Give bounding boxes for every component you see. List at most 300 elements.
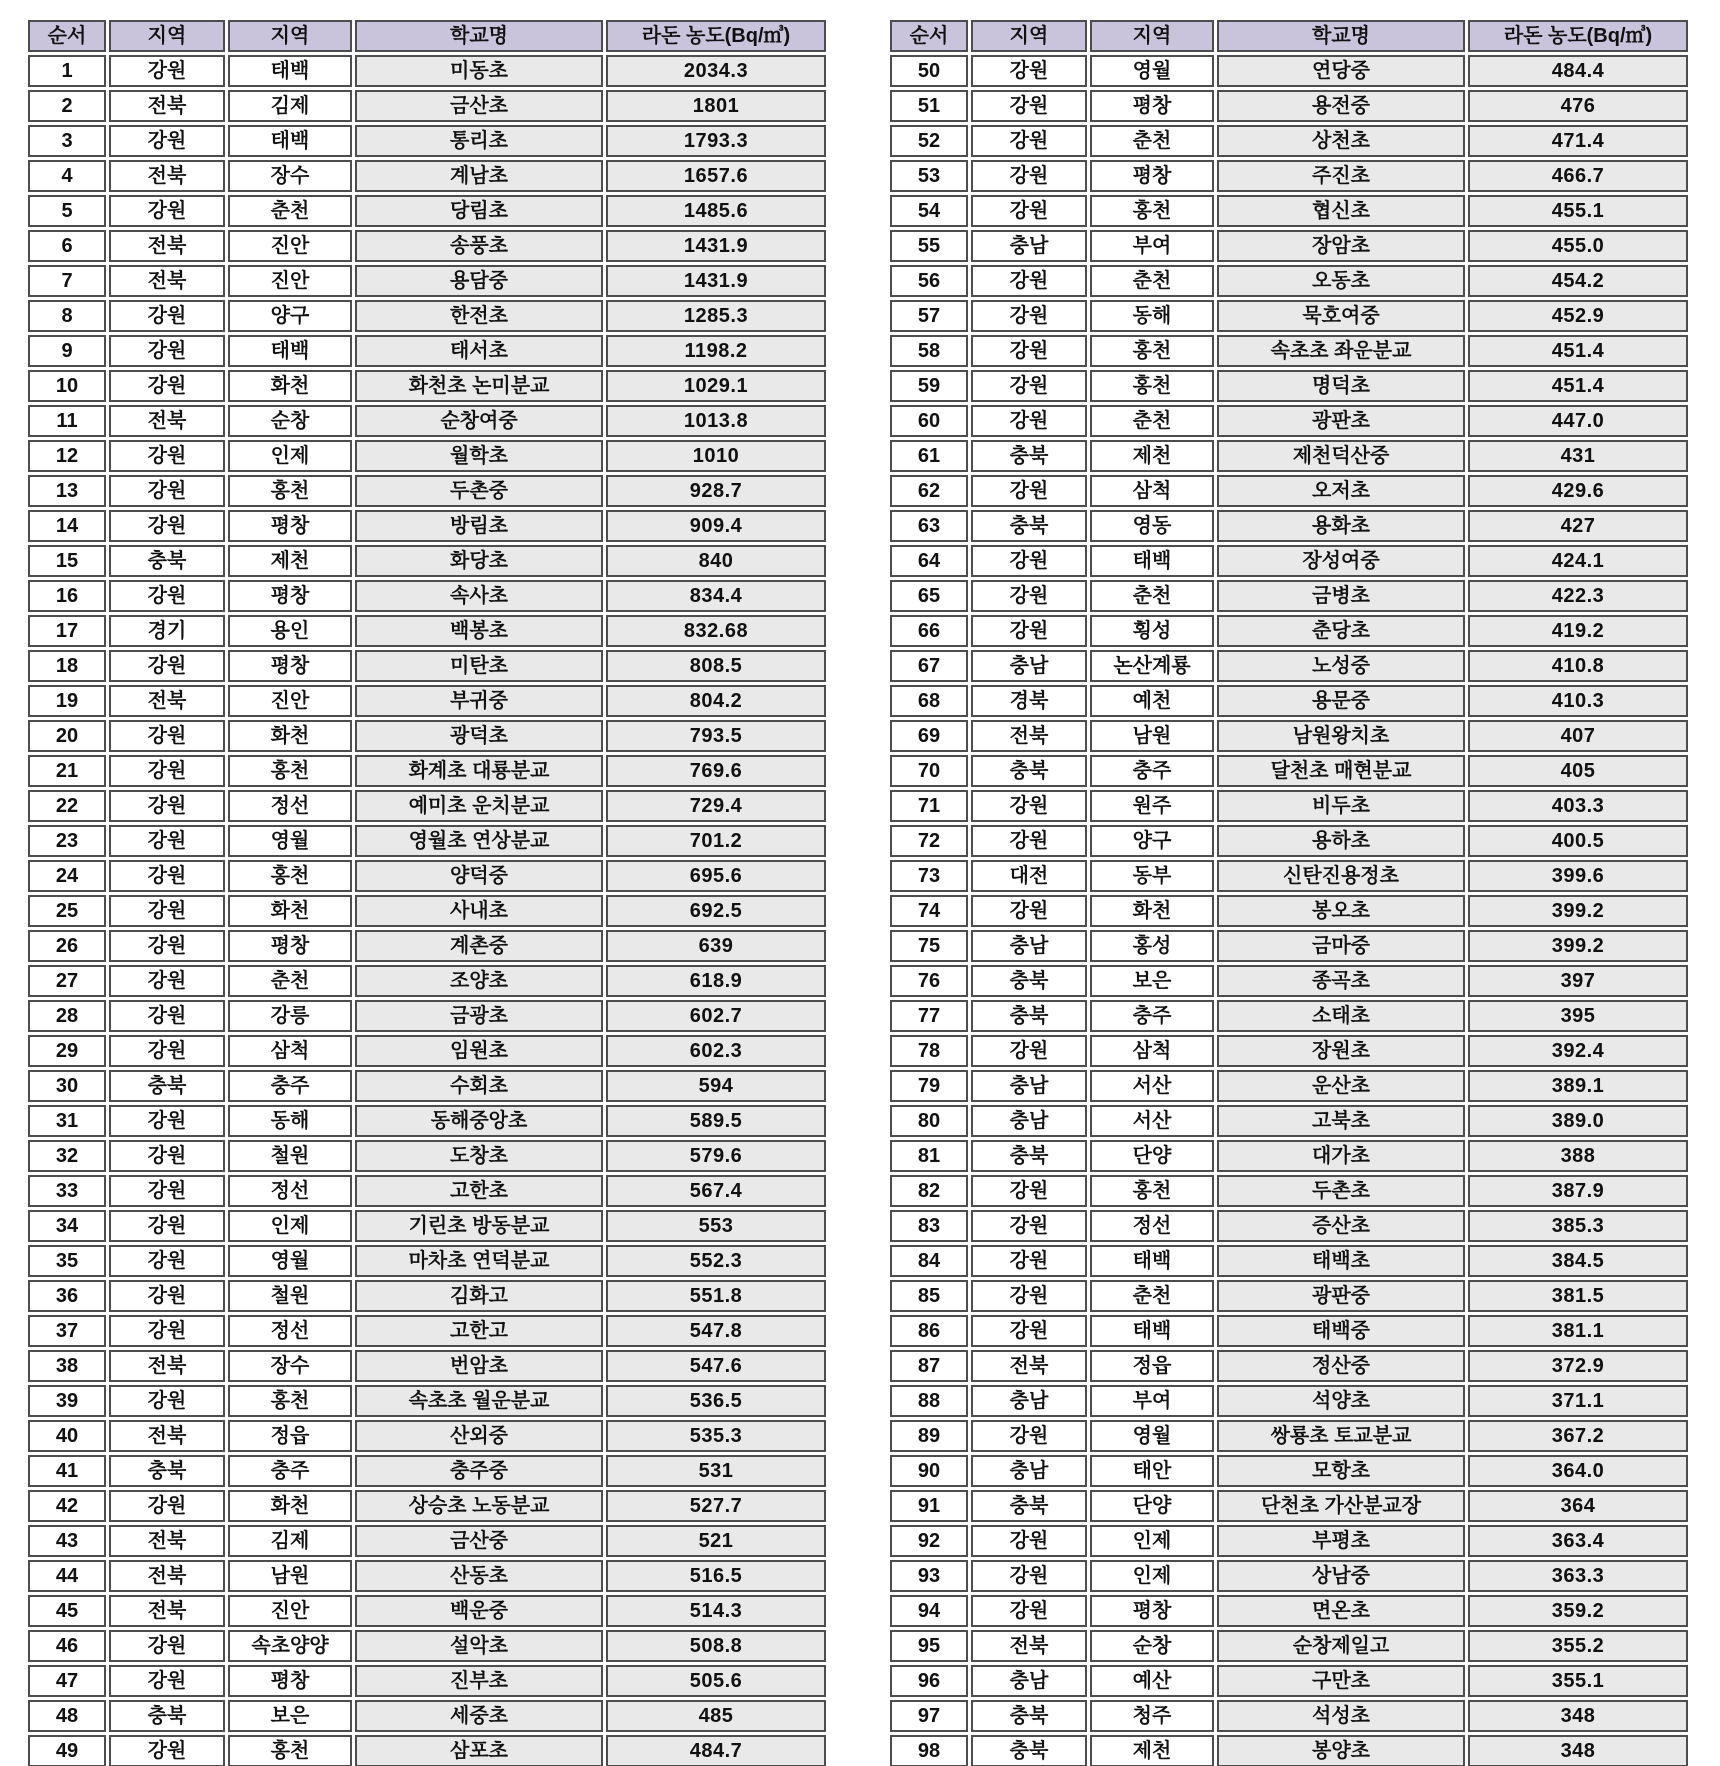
province-cell: 전북 [109,1350,225,1382]
province-cell: 강원 [109,1175,225,1207]
school-cell: 계남초 [355,160,603,192]
district-cell: 보은 [1090,965,1214,997]
table-row [28,1595,826,1627]
province-cell: 강원 [109,440,225,472]
school-cell: 상승초 노동분교 [355,1490,603,1522]
rank-cell: 82 [890,1175,968,1207]
value-cell: 1010 [606,440,826,472]
district-cell: 평창 [228,930,352,962]
value-cell: 2034.3 [606,55,826,87]
value-cell: 424.1 [1468,545,1688,577]
school-cell: 고북초 [1217,1105,1465,1137]
value-cell: 536.5 [606,1385,826,1417]
province-cell: 강원 [109,1245,225,1277]
school-cell: 상천초 [1217,125,1465,157]
province-cell: 강원 [971,1595,1087,1627]
value-cell: 403.3 [1468,790,1688,822]
value-cell: 514.3 [606,1595,826,1627]
school-cell: 광덕초 [355,720,603,752]
rank-cell: 20 [28,720,106,752]
province-cell: 전북 [109,1595,225,1627]
province-cell: 강원 [971,90,1087,122]
rank-cell: 7 [28,265,106,297]
value-cell: 429.6 [1468,475,1688,507]
table-row [890,510,1688,542]
value-cell: 427 [1468,510,1688,542]
value-cell: 455.0 [1468,230,1688,262]
province-cell: 강원 [971,615,1087,647]
district-cell: 순창 [228,405,352,437]
province-cell: 강원 [109,720,225,752]
rank-cell: 14 [28,510,106,542]
school-cell: 신탄진용정초 [1217,860,1465,892]
rank-cell: 40 [28,1420,106,1452]
table-row [890,265,1688,297]
school-cell: 묵호여중 [1217,300,1465,332]
school-cell: 미탄초 [355,650,603,682]
rank-cell: 76 [890,965,968,997]
rank-cell: 64 [890,545,968,577]
value-cell: 695.6 [606,860,826,892]
value-cell: 1198.2 [606,335,826,367]
district-cell: 순창 [1090,1630,1214,1662]
school-cell: 순창제일고 [1217,1630,1465,1662]
province-cell: 전북 [109,230,225,262]
rank-cell: 32 [28,1140,106,1172]
value-cell: 385.3 [1468,1210,1688,1242]
rank-cell: 38 [28,1350,106,1382]
district-cell: 정선 [228,790,352,822]
province-cell: 경북 [971,685,1087,717]
table-row [28,1105,826,1137]
school-cell: 용문중 [1217,685,1465,717]
value-cell: 505.6 [606,1665,826,1697]
value-cell: 1029.1 [606,370,826,402]
rank-cell: 98 [890,1735,968,1766]
rank-cell: 58 [890,335,968,367]
district-cell: 논산계룡 [1090,650,1214,682]
rank-cell: 42 [28,1490,106,1522]
school-cell: 달천초 매현분교 [1217,755,1465,787]
school-cell: 금산초 [355,90,603,122]
district-cell: 정선 [1090,1210,1214,1242]
value-cell: 692.5 [606,895,826,927]
table-row [28,790,826,822]
table-row [28,1315,826,1347]
value-cell: 381.1 [1468,1315,1688,1347]
rank-cell: 54 [890,195,968,227]
school-cell: 석양초 [1217,1385,1465,1417]
district-cell: 정선 [228,1315,352,1347]
district-cell: 용인 [228,615,352,647]
value-cell: 359.2 [1468,1595,1688,1627]
district-cell: 동부 [1090,860,1214,892]
province-cell: 충북 [109,1455,225,1487]
value-cell: 397 [1468,965,1688,997]
value-cell: 355.1 [1468,1665,1688,1697]
province-cell: 충북 [971,510,1087,542]
value-cell: 384.5 [1468,1245,1688,1277]
district-cell: 충주 [228,1070,352,1102]
school-cell: 봉양초 [1217,1735,1465,1766]
district-cell: 평창 [228,650,352,682]
district-cell: 화천 [228,370,352,402]
value-cell: 909.4 [606,510,826,542]
table-row [28,720,826,752]
school-cell: 태백중 [1217,1315,1465,1347]
table-row [28,265,826,297]
table-row [28,1490,826,1522]
value-cell: 840 [606,545,826,577]
value-cell: 410.3 [1468,685,1688,717]
table-row [890,1315,1688,1347]
school-cell: 석성초 [1217,1700,1465,1732]
school-cell: 연당중 [1217,55,1465,87]
district-cell: 삼척 [1090,475,1214,507]
table-row [28,1420,826,1452]
district-cell: 남원 [1090,720,1214,752]
rank-cell: 45 [28,1595,106,1627]
value-cell: 1285.3 [606,300,826,332]
rank-cell: 72 [890,825,968,857]
district-cell: 화천 [228,720,352,752]
school-cell: 봉오초 [1217,895,1465,927]
school-cell: 월학초 [355,440,603,472]
table-row [28,475,826,507]
value-cell: 364 [1468,1490,1688,1522]
school-cell: 영월초 연상분교 [355,825,603,857]
district-cell: 홍천 [1090,335,1214,367]
province-cell: 강원 [971,125,1087,157]
district-cell: 양구 [1090,825,1214,857]
school-cell: 임원초 [355,1035,603,1067]
district-cell: 진안 [228,685,352,717]
table-row [28,370,826,402]
value-cell: 531 [606,1455,826,1487]
table-row [28,755,826,787]
rank-cell: 69 [890,720,968,752]
header-school-name: 학교명 [355,20,603,52]
school-cell: 노성중 [1217,650,1465,682]
province-cell: 충북 [109,1700,225,1732]
rank-cell: 22 [28,790,106,822]
table-row [890,1000,1688,1032]
rank-cell: 53 [890,160,968,192]
province-cell: 강원 [971,1035,1087,1067]
value-cell: 551.8 [606,1280,826,1312]
rank-cell: 89 [890,1420,968,1452]
table-row [890,1700,1688,1732]
table-row [890,1105,1688,1137]
school-cell: 용하초 [1217,825,1465,857]
district-cell: 진안 [228,230,352,262]
school-cell: 협신초 [1217,195,1465,227]
table-row [28,1140,826,1172]
school-cell: 제천덕산중 [1217,440,1465,472]
school-cell: 대가초 [1217,1140,1465,1172]
value-cell: 589.5 [606,1105,826,1137]
rank-cell: 44 [28,1560,106,1592]
table-row [890,1245,1688,1277]
value-cell: 516.5 [606,1560,826,1592]
school-cell: 수회초 [355,1070,603,1102]
district-cell: 서산 [1090,1070,1214,1102]
value-cell: 639 [606,930,826,962]
table-row [890,720,1688,752]
province-cell: 강원 [109,475,225,507]
value-cell: 804.2 [606,685,826,717]
rank-cell: 51 [890,90,968,122]
province-cell: 강원 [109,1385,225,1417]
value-cell: 808.5 [606,650,826,682]
rank-cell: 39 [28,1385,106,1417]
school-cell: 김화고 [355,1280,603,1312]
school-cell: 소태초 [1217,1000,1465,1032]
school-cell: 모항초 [1217,1455,1465,1487]
rank-cell: 47 [28,1665,106,1697]
province-cell: 충남 [971,1105,1087,1137]
school-cell: 계촌중 [355,930,603,962]
district-cell: 인제 [1090,1560,1214,1592]
rank-cell: 26 [28,930,106,962]
district-cell: 남원 [228,1560,352,1592]
school-cell: 충주중 [355,1455,603,1487]
table-row [890,475,1688,507]
province-cell: 강원 [109,370,225,402]
value-cell: 729.4 [606,790,826,822]
province-cell: 강원 [971,1280,1087,1312]
district-cell: 정선 [228,1175,352,1207]
table-row [890,615,1688,647]
school-cell: 정산중 [1217,1350,1465,1382]
table-row [28,580,826,612]
rank-cell: 11 [28,405,106,437]
table-row [890,545,1688,577]
rank-cell: 8 [28,300,106,332]
school-cell: 태백초 [1217,1245,1465,1277]
table-row [890,125,1688,157]
district-cell: 제천 [1090,440,1214,472]
table-row [28,335,826,367]
value-cell: 484.4 [1468,55,1688,87]
school-cell: 남원왕치초 [1217,720,1465,752]
value-cell: 407 [1468,720,1688,752]
header-rank: 순서 [28,20,106,52]
district-cell: 예천 [1090,685,1214,717]
province-cell: 충남 [971,930,1087,962]
value-cell: 485 [606,1700,826,1732]
district-cell: 장수 [228,160,352,192]
province-cell: 강원 [971,790,1087,822]
district-cell: 정읍 [228,1420,352,1452]
province-cell: 전북 [109,1420,225,1452]
province-cell: 충남 [971,650,1087,682]
district-cell: 충주 [1090,755,1214,787]
table-row [28,650,826,682]
district-cell: 평창 [228,580,352,612]
province-cell: 강원 [109,1315,225,1347]
table-row [28,965,826,997]
table-row [890,195,1688,227]
value-cell: 769.6 [606,755,826,787]
district-cell: 홍천 [228,755,352,787]
table-row [890,90,1688,122]
district-cell: 홍천 [228,860,352,892]
header-district: 지역 [1090,20,1214,52]
province-cell: 강원 [109,965,225,997]
table-row [28,55,826,87]
province-cell: 충북 [109,545,225,577]
table-row [890,335,1688,367]
school-cell: 태서초 [355,335,603,367]
value-cell: 1013.8 [606,405,826,437]
table-row [890,1630,1688,1662]
rank-cell: 96 [890,1665,968,1697]
value-cell: 395 [1468,1000,1688,1032]
value-cell: 547.6 [606,1350,826,1382]
table-row [28,930,826,962]
school-cell: 기린초 방동분교 [355,1210,603,1242]
table-row [28,1280,826,1312]
table-row [890,1490,1688,1522]
district-cell: 춘천 [1090,1280,1214,1312]
province-cell: 강원 [971,195,1087,227]
district-cell: 태백 [1090,1315,1214,1347]
value-cell: 405 [1468,755,1688,787]
rank-cell: 63 [890,510,968,542]
table-row [890,790,1688,822]
school-cell: 순창여중 [355,405,603,437]
value-cell: 928.7 [606,475,826,507]
school-cell: 쌍룡초 토교분교 [1217,1420,1465,1452]
rank-cell: 30 [28,1070,106,1102]
school-cell: 미동초 [355,55,603,87]
province-cell: 전북 [971,720,1087,752]
district-cell: 홍천 [1090,195,1214,227]
table-row [890,1525,1688,1557]
province-cell: 충북 [971,1490,1087,1522]
province-cell: 강원 [971,895,1087,927]
district-cell: 정읍 [1090,1350,1214,1382]
district-cell: 보은 [228,1700,352,1732]
district-cell: 진안 [228,265,352,297]
province-cell: 강원 [109,755,225,787]
rank-cell: 70 [890,755,968,787]
rank-cell: 37 [28,1315,106,1347]
rank-cell: 84 [890,1245,968,1277]
province-cell: 강원 [109,790,225,822]
province-cell: 강원 [109,895,225,927]
table-row [28,1070,826,1102]
district-cell: 홍천 [228,1385,352,1417]
value-cell: 579.6 [606,1140,826,1172]
province-cell: 대전 [971,860,1087,892]
province-cell: 충남 [971,1665,1087,1697]
province-cell: 강원 [109,650,225,682]
rank-cell: 75 [890,930,968,962]
province-cell: 강원 [109,1735,225,1766]
district-cell: 홍성 [1090,930,1214,962]
province-cell: 강원 [109,1140,225,1172]
value-cell: 466.7 [1468,160,1688,192]
district-cell: 철원 [228,1140,352,1172]
province-cell: 강원 [109,930,225,962]
province-cell: 충북 [971,1140,1087,1172]
value-cell: 381.5 [1468,1280,1688,1312]
district-cell: 삼척 [228,1035,352,1067]
school-cell: 금병초 [1217,580,1465,612]
school-cell: 마차초 연덕분교 [355,1245,603,1277]
school-cell: 산외중 [355,1420,603,1452]
value-cell: 455.1 [1468,195,1688,227]
province-cell: 충북 [971,1700,1087,1732]
rank-cell: 78 [890,1035,968,1067]
rank-cell: 28 [28,1000,106,1032]
rank-cell: 93 [890,1560,968,1592]
school-cell: 금마중 [1217,930,1465,962]
district-cell: 평창 [1090,1595,1214,1627]
value-cell: 363.3 [1468,1560,1688,1592]
table-row [890,1350,1688,1382]
school-cell: 고한초 [355,1175,603,1207]
district-cell: 홍천 [1090,1175,1214,1207]
district-cell: 춘천 [1090,125,1214,157]
table-row [890,1560,1688,1592]
rank-cell: 60 [890,405,968,437]
value-cell: 399.2 [1468,930,1688,962]
table-row [890,965,1688,997]
table-row [890,1665,1688,1697]
radon-table-left [25,17,829,1766]
rank-cell: 57 [890,300,968,332]
value-cell: 594 [606,1070,826,1102]
province-cell: 충북 [971,1000,1087,1032]
district-cell: 속초양양 [228,1630,352,1662]
rank-cell: 65 [890,580,968,612]
table-row [890,160,1688,192]
value-cell: 400.5 [1468,825,1688,857]
district-cell: 춘천 [1090,265,1214,297]
province-cell: 전북 [109,1560,225,1592]
province-cell: 강원 [971,265,1087,297]
table-row [28,405,826,437]
value-cell: 602.7 [606,1000,826,1032]
rank-cell: 5 [28,195,106,227]
rank-cell: 15 [28,545,106,577]
rank-cell: 27 [28,965,106,997]
rank-cell: 29 [28,1035,106,1067]
district-cell: 태안 [1090,1455,1214,1487]
province-cell: 충북 [971,1735,1087,1766]
province-cell: 충남 [971,230,1087,262]
school-cell: 금산중 [355,1525,603,1557]
table-row [28,615,826,647]
rank-cell: 35 [28,1245,106,1277]
table-row [890,1385,1688,1417]
value-cell: 410.8 [1468,650,1688,682]
province-cell: 경기 [109,615,225,647]
province-cell: 충북 [971,965,1087,997]
table-row [890,895,1688,927]
school-cell: 고한고 [355,1315,603,1347]
school-cell: 종곡초 [1217,965,1465,997]
table-row [28,1630,826,1662]
province-cell: 강원 [109,1280,225,1312]
school-cell: 조양초 [355,965,603,997]
province-cell: 강원 [109,300,225,332]
province-cell: 강원 [109,1000,225,1032]
value-cell: 348 [1468,1700,1688,1732]
